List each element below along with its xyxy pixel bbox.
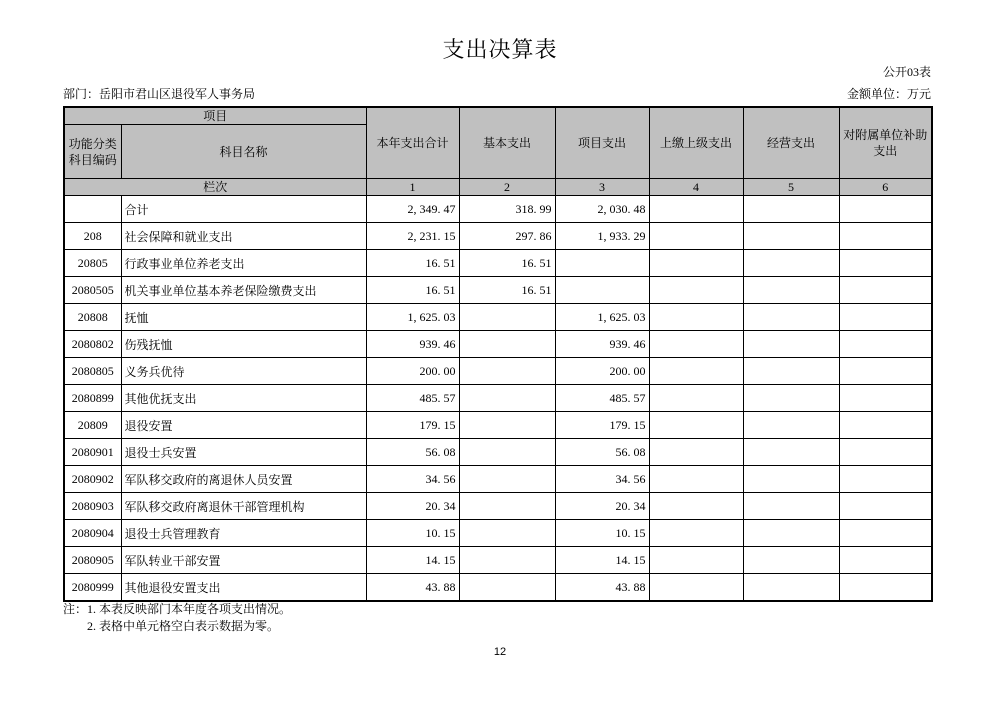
row-code-cell: 20809: [64, 412, 121, 439]
row-subject-name-cell: 退役士兵安置: [121, 439, 366, 466]
row-value-cell: [839, 223, 932, 250]
row-value-cell: 179. 15: [366, 412, 459, 439]
row-subject-name-cell: 军队移交政府的离退休人员安置: [121, 466, 366, 493]
row-value-cell: [459, 466, 555, 493]
row-value-cell: [649, 358, 743, 385]
header-name-label: 科目名称: [121, 125, 366, 179]
row-value-cell: [839, 493, 932, 520]
row-value-cell: 1, 933. 29: [555, 223, 649, 250]
row-value-cell: [839, 520, 932, 547]
row-value-cell: [459, 439, 555, 466]
row-value-cell: [555, 250, 649, 277]
row-value-cell: 179. 15: [555, 412, 649, 439]
row-value-cell: [839, 331, 932, 358]
row-value-cell: [649, 439, 743, 466]
row-code-cell: 2080904: [64, 520, 121, 547]
row-value-cell: [649, 196, 743, 223]
row-code-cell: [64, 196, 121, 223]
table-row: [64, 466, 932, 493]
row-subject-name-cell: 行政事业单位养老支出: [121, 250, 366, 277]
table-row: [64, 412, 932, 439]
table-row: [64, 358, 932, 385]
row-value-cell: [743, 196, 839, 223]
row-subject-name-cell: 社会保障和就业支出: [121, 223, 366, 250]
row-value-cell: 14. 15: [366, 547, 459, 574]
row-value-cell: [743, 547, 839, 574]
row-code-cell: 2080899: [64, 385, 121, 412]
row-value-cell: [459, 331, 555, 358]
row-value-cell: [459, 385, 555, 412]
row-value-cell: [459, 493, 555, 520]
header-row-project: [64, 107, 932, 125]
table-row: [64, 304, 932, 331]
row-value-cell: [649, 574, 743, 601]
row-value-cell: [743, 439, 839, 466]
row-value-cell: [649, 331, 743, 358]
page-number: 12: [493, 646, 507, 658]
row-value-cell: 14. 15: [555, 547, 649, 574]
row-value-cell: [743, 250, 839, 277]
row-value-cell: 16. 51: [459, 250, 555, 277]
note-line-1: 注：1. 本表反映部门本年度各项支出情况。: [63, 602, 292, 616]
header-rank-number: 3: [555, 179, 649, 196]
row-value-cell: 43. 88: [366, 574, 459, 601]
table-row: [64, 547, 932, 574]
row-value-cell: [743, 277, 839, 304]
note-line-2: 2. 表格中单元格空白表示数据为零。: [87, 619, 280, 633]
row-value-cell: [743, 223, 839, 250]
table-row: [64, 493, 932, 520]
header-rank-label: 栏次: [64, 179, 366, 196]
row-value-cell: [459, 304, 555, 331]
row-value-cell: [743, 358, 839, 385]
header-rank-number: 1: [366, 179, 459, 196]
row-value-cell: 16. 51: [366, 250, 459, 277]
row-code-cell: 2080905: [64, 547, 121, 574]
table-row: [64, 196, 932, 223]
header-rank-number: 2: [459, 179, 555, 196]
row-value-cell: [839, 196, 932, 223]
row-value-cell: [839, 547, 932, 574]
row-value-cell: 2, 349. 47: [366, 196, 459, 223]
header-col-total: 本年支出合计: [366, 107, 459, 179]
row-value-cell: [839, 574, 932, 601]
department-label: 部门：岳阳市君山区退役军人事务局: [63, 87, 256, 101]
row-value-cell: 318. 99: [459, 196, 555, 223]
row-value-cell: [743, 520, 839, 547]
row-value-cell: 2, 030. 48: [555, 196, 649, 223]
row-subject-name-cell: 军队转业干部安置: [121, 547, 366, 574]
row-value-cell: [459, 412, 555, 439]
row-subject-name-cell: 抚恤: [121, 304, 366, 331]
row-subject-name-cell: 其他退役安置支出: [121, 574, 366, 601]
row-value-cell: 43. 88: [555, 574, 649, 601]
row-value-cell: 16. 51: [459, 277, 555, 304]
header-project-group: 项目: [64, 107, 366, 125]
row-subject-name-cell: 伤残抚恤: [121, 331, 366, 358]
amount-unit-label: 金额单位：万元: [846, 87, 931, 101]
header-col-operating: 经营支出: [743, 107, 839, 179]
header-rank-number: 5: [743, 179, 839, 196]
row-value-cell: 10. 15: [555, 520, 649, 547]
row-value-cell: 10. 15: [366, 520, 459, 547]
row-value-cell: 485. 57: [555, 385, 649, 412]
row-subject-name-cell: 机关事业单位基本养老保险缴费支出: [121, 277, 366, 304]
row-value-cell: [649, 223, 743, 250]
row-code-cell: 2080505: [64, 277, 121, 304]
header-col-project-exp: 项目支出: [555, 107, 649, 179]
row-value-cell: 1, 625. 03: [555, 304, 649, 331]
row-value-cell: [459, 358, 555, 385]
page-title: 支出决算表: [442, 37, 558, 62]
row-value-cell: [649, 412, 743, 439]
table-row: [64, 439, 932, 466]
row-value-cell: 16. 51: [366, 277, 459, 304]
header-row-rank: [64, 179, 932, 196]
row-subject-name-cell: 义务兵优待: [121, 358, 366, 385]
row-value-cell: 200. 00: [555, 358, 649, 385]
header-rank-number: 4: [649, 179, 743, 196]
row-code-cell: 2080802: [64, 331, 121, 358]
row-value-cell: [649, 250, 743, 277]
table-row: [64, 331, 932, 358]
row-code-cell: 20808: [64, 304, 121, 331]
row-value-cell: [839, 412, 932, 439]
row-value-cell: [649, 385, 743, 412]
row-code-cell: 2080901: [64, 439, 121, 466]
table-body: [64, 196, 932, 601]
row-value-cell: 1, 625. 03: [366, 304, 459, 331]
row-value-cell: [649, 304, 743, 331]
row-value-cell: [839, 466, 932, 493]
row-value-cell: [743, 385, 839, 412]
row-value-cell: 56. 08: [366, 439, 459, 466]
row-value-cell: [839, 385, 932, 412]
form-code-label: 公开03表: [882, 65, 931, 79]
row-value-cell: 200. 00: [366, 358, 459, 385]
row-code-cell: 2080805: [64, 358, 121, 385]
row-value-cell: [839, 277, 932, 304]
row-subject-name-cell: 退役士兵管理教育: [121, 520, 366, 547]
row-value-cell: 34. 56: [366, 466, 459, 493]
header-col-subsidy: 对附属单位补助支出: [839, 107, 932, 179]
header-rank-number: 6: [839, 179, 932, 196]
header-col-basic: 基本支出: [459, 107, 555, 179]
row-value-cell: [839, 439, 932, 466]
row-value-cell: [839, 250, 932, 277]
row-value-cell: [459, 574, 555, 601]
table-row: [64, 574, 932, 601]
row-code-cell: 2080999: [64, 574, 121, 601]
row-subject-name-cell: 合计: [121, 196, 366, 223]
row-value-cell: [839, 304, 932, 331]
row-value-cell: [839, 358, 932, 385]
table-row: [64, 385, 932, 412]
row-value-cell: 34. 56: [555, 466, 649, 493]
table-row: [64, 250, 932, 277]
row-value-cell: [649, 277, 743, 304]
row-value-cell: [459, 547, 555, 574]
row-value-cell: 939. 46: [555, 331, 649, 358]
row-value-cell: [743, 466, 839, 493]
row-value-cell: 939. 46: [366, 331, 459, 358]
row-value-cell: 20. 34: [366, 493, 459, 520]
row-value-cell: [743, 574, 839, 601]
row-code-cell: 208: [64, 223, 121, 250]
header-code-label: 功能分类科目编码: [64, 125, 121, 179]
expenditure-table: [63, 106, 933, 602]
row-value-cell: 20. 34: [555, 493, 649, 520]
row-value-cell: [555, 277, 649, 304]
row-subject-name-cell: 退役安置: [121, 412, 366, 439]
row-value-cell: [743, 304, 839, 331]
row-code-cell: 20805: [64, 250, 121, 277]
notes: [63, 601, 291, 635]
row-value-cell: [649, 466, 743, 493]
row-code-cell: 2080903: [64, 493, 121, 520]
row-value-cell: [743, 412, 839, 439]
row-value-cell: [743, 493, 839, 520]
row-value-cell: [649, 520, 743, 547]
row-value-cell: 56. 08: [555, 439, 649, 466]
row-subject-name-cell: 其他优抚支出: [121, 385, 366, 412]
row-value-cell: [649, 493, 743, 520]
row-value-cell: 297. 86: [459, 223, 555, 250]
meta-row: [63, 85, 931, 102]
row-value-cell: 485. 57: [366, 385, 459, 412]
table-row: [64, 520, 932, 547]
row-value-cell: 2, 231. 15: [366, 223, 459, 250]
row-value-cell: [743, 331, 839, 358]
header-col-upper: 上缴上级支出: [649, 107, 743, 179]
row-subject-name-cell: 军队移交政府离退休干部管理机构: [121, 493, 366, 520]
table-row: [64, 223, 932, 250]
table-row: [64, 277, 932, 304]
row-code-cell: 2080902: [64, 466, 121, 493]
row-value-cell: [649, 547, 743, 574]
row-value-cell: [459, 520, 555, 547]
